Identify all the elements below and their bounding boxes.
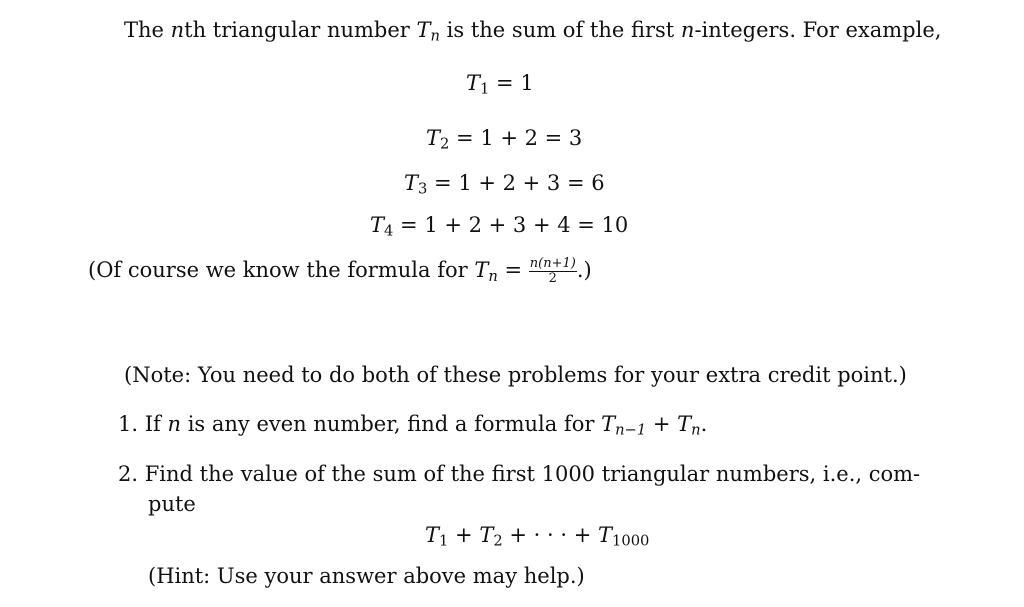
sum-plus-1: + — [448, 523, 480, 547]
sum-ellipsis: + · · · + — [502, 523, 598, 547]
formula-fraction — [529, 257, 577, 285]
problem-1-end: . — [700, 412, 708, 436]
example-sub: 4 — [384, 222, 394, 240]
example-rhs: = 1 — [489, 71, 534, 95]
hint-text: (Hint: Use your answer above may help.) — [148, 564, 585, 588]
example-rhs: = 1 + 2 + 3 + 4 = 10 — [393, 213, 629, 237]
intro-var-n: n — [170, 18, 185, 42]
example-sub: 3 — [418, 180, 428, 198]
example-t4 — [370, 213, 629, 240]
problem-2-number: 2. — [118, 462, 139, 486]
intro-sentence — [124, 18, 942, 45]
problem-1-number: 1. — [118, 412, 139, 436]
intro-text-3: is the sum of the first — [440, 18, 681, 42]
intro-text-2: th triangular number — [184, 18, 417, 42]
sum-var-T2: T — [479, 523, 494, 547]
intro-var-T: T — [416, 18, 431, 42]
formula-sub-n: n — [488, 267, 498, 285]
formula-equals: = — [497, 258, 529, 283]
fraction-denominator: 2 — [548, 270, 557, 286]
formula-suffix: .) — [576, 258, 592, 283]
problem-1-var-T2: T — [677, 412, 692, 436]
formula-prefix: (Of course we know the formula for — [88, 258, 475, 283]
problem-1-sub-2: n — [691, 421, 701, 439]
example-t1 — [466, 71, 534, 98]
example-rhs: = 1 + 2 = 3 — [449, 126, 583, 150]
example-var-T: T — [370, 213, 385, 237]
problem-2-text-1: Find the value of the sum of the first 1000 triangular numbers, i.e., com- — [144, 462, 921, 486]
sum-sub-1: 1 — [439, 532, 449, 550]
example-sub: 2 — [440, 135, 450, 153]
intro-sub-n: n — [430, 27, 440, 45]
example-sub: 1 — [480, 80, 490, 98]
example-t3 — [404, 171, 605, 198]
fraction-numerator: n(n+1) — [529, 256, 576, 271]
problem-1-var-n: n — [167, 412, 182, 436]
problem-1-var-T1: T — [601, 412, 616, 436]
example-var-T: T — [426, 126, 441, 150]
intro-text-1: The — [124, 18, 171, 42]
formula-note — [88, 257, 592, 285]
problem-1 — [118, 412, 708, 439]
problem-2-line-1 — [118, 464, 920, 485]
problem-1-text-2: is any even number, find a formula for — [181, 412, 602, 436]
example-rhs: = 1 + 2 + 3 = 6 — [427, 171, 605, 195]
sum-sub-3: 1000 — [612, 532, 650, 550]
sum-expression — [425, 523, 650, 550]
problem-2-line-2: pute — [148, 492, 196, 516]
example-t2 — [426, 126, 583, 153]
example-var-T: T — [466, 71, 481, 95]
problem-1-sub-1: n−1 — [615, 421, 647, 439]
example-var-T: T — [404, 171, 419, 195]
sum-var-T3: T — [597, 523, 612, 547]
formula-var-T: T — [474, 258, 489, 283]
problem-1-text-1: If — [144, 412, 168, 436]
intro-var-n2: n — [680, 18, 695, 42]
extra-credit-note: (Note: You need to do both of these problems for your extra credit point.) — [124, 363, 907, 387]
intro-text-4: -integers. For example, — [694, 18, 942, 42]
sum-sub-2: 2 — [493, 532, 503, 550]
problem-1-plus: + — [646, 412, 678, 436]
sum-var-T1: T — [425, 523, 440, 547]
